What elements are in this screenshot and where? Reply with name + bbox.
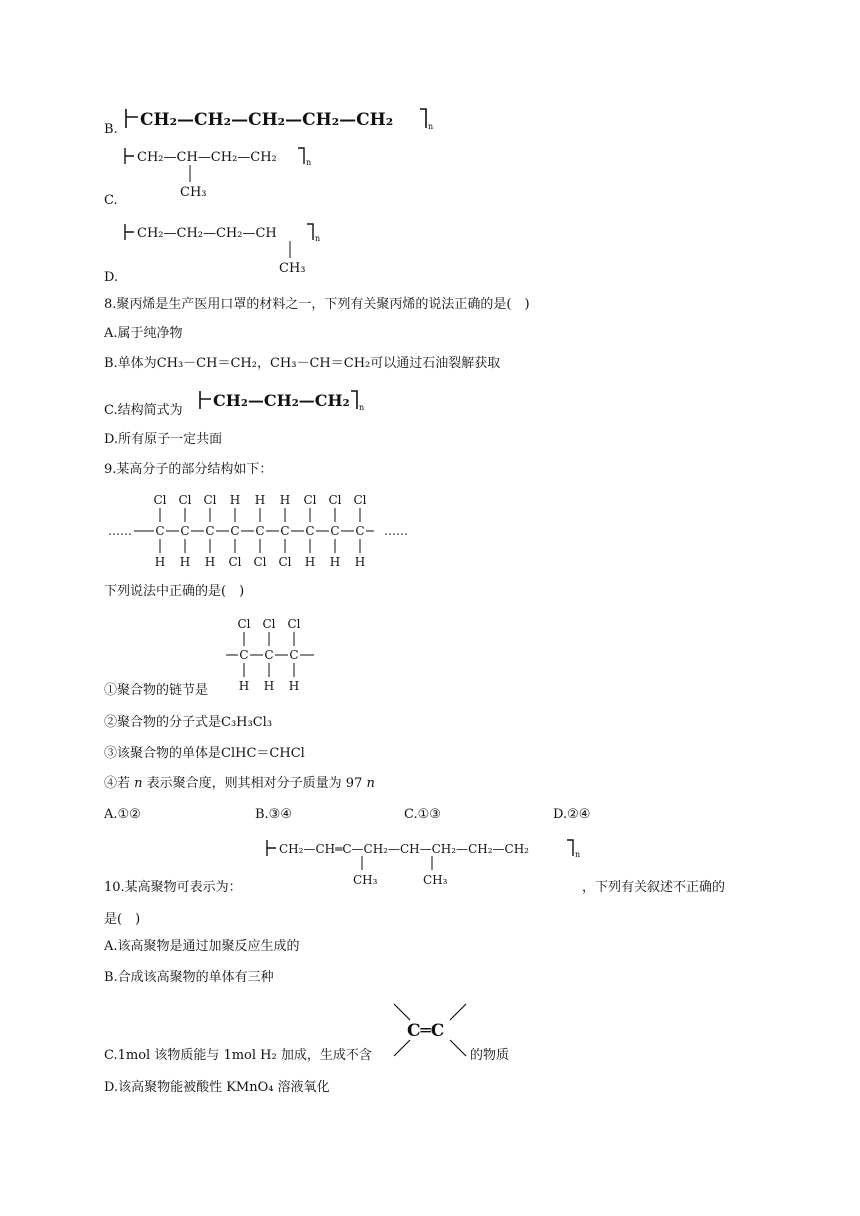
q9-statement-1: ①聚合物的链节是 <box>104 683 209 698</box>
q10-stem-end: ，下列有关叙述不正确的 <box>582 880 726 895</box>
q9-unit-bottom-atom: H <box>238 679 250 693</box>
q7-c-branch: CH₃ <box>180 185 207 200</box>
q8-b-formula-1: CH₃－CH＝CH₂ <box>156 356 257 371</box>
q9-chain-carbon: C <box>255 524 265 538</box>
q9-chain-bottom-atom: H <box>304 555 316 569</box>
q9-chain-top-atom: H <box>229 493 241 507</box>
q9-polymer-structure <box>104 490 424 572</box>
q9-chain-carbon: C <box>280 524 290 538</box>
q9-option-b: B.③④ <box>255 807 292 822</box>
q10-stem-start: 10.某高聚物可表示为： <box>104 880 242 895</box>
q8-stem: 8.聚丙烯是生产医用口罩的材料之一，下列有关聚丙烯的说法正确的是( ) <box>104 297 530 312</box>
q9-question: 下列说法中正确的是( ) <box>104 584 245 599</box>
q7-b-chain: CH₂—CH₂—CH₂—CH₂—CH₂ <box>140 110 394 130</box>
svg-text:……: …… <box>108 524 132 538</box>
q9-chain-bottom-atom: H <box>354 555 366 569</box>
q9-statement-4: ④若 n 表示聚合度，则其相对分子质量为 97 n <box>104 776 375 791</box>
q9-s2-formula: C₃H₃Cl₃ <box>221 715 273 730</box>
q9-chain-top-atom: H <box>279 493 291 507</box>
q8-option-c-formula <box>194 388 374 416</box>
q10-stem-continued: 是( ) <box>104 912 141 927</box>
q9-chain-bottom-atom: H <box>204 555 216 569</box>
q10-option-c-text: C.1mol 该物质能与 1mol H₂ 加成，生成不含 <box>104 1048 372 1063</box>
q9-unit-top-atom: Cl <box>262 617 276 631</box>
q9-chain-carbon: C <box>205 524 215 538</box>
q9-option-d: D.②④ <box>553 807 591 822</box>
q7-option-b-formula <box>120 106 440 136</box>
q10-cc-label: C═C <box>407 1021 445 1041</box>
q10-branch-2: CH₃ <box>423 873 448 887</box>
q9-chain-top-atom: Cl <box>203 493 217 507</box>
q7-c-chain: CH₂—CH—CH₂—CH₂ <box>137 150 277 165</box>
q9-chain-bottom-atom: H <box>154 555 166 569</box>
q9-unit-bottom-atom: H <box>263 679 275 693</box>
q8-option-b: B.单体为CH₃－CH＝CH₂，CH₃－CH＝CH₂可以通过石油裂解获取 <box>104 356 501 371</box>
q8-option-d: D.所有原子一定共面 <box>104 432 223 447</box>
q9-chain-top-atom: Cl <box>328 493 342 507</box>
q9-chain-carbon: C <box>355 524 365 538</box>
q9-s3-formula: ClHC＝CHCl <box>221 746 305 761</box>
svg-text:n: n <box>315 234 321 243</box>
q9-statement-2: ②聚合物的分子式是C₃H₃Cl₃ <box>104 715 273 730</box>
q10-option-b: B.合成该高聚物的单体有三种 <box>104 970 274 985</box>
q9-chain-bottom-atom: Cl <box>278 555 292 569</box>
q10-option-d: D.该高聚物能被酸性 KMnO₄ 溶液氧化 <box>104 1080 330 1095</box>
q7-option-b-label: B. <box>104 122 118 137</box>
svg-text:……: …… <box>384 524 408 538</box>
q9-unit-carbon: C <box>264 648 274 662</box>
q7-d-branch: CH₃ <box>279 261 306 276</box>
q10-option-a: A.该高聚物是通过加聚反应生成的 <box>104 939 300 954</box>
svg-text:n: n <box>575 850 581 859</box>
q9-chain-carbon: C <box>180 524 190 538</box>
svg-text:n: n <box>428 122 434 131</box>
q9-chain-carbon: C <box>230 524 240 538</box>
q10-chain: CH₂—CH═C—CH₂—CH—CH₂—CH₂—CH₂ <box>279 842 529 856</box>
q7-option-c-formula <box>120 146 340 202</box>
q8-b-formula-2: CH₃－CH＝CH₂ <box>269 356 371 371</box>
q9-repeat-unit-structure <box>224 614 324 692</box>
q9-option-a: A.①② <box>104 807 141 822</box>
q9-unit-bottom-atom: H <box>288 679 300 693</box>
q8-c-chain: CH₂—CH₂—CH₂ <box>213 391 350 410</box>
q9-chain-bottom-atom: Cl <box>253 555 267 569</box>
q7-option-d-label: D. <box>104 270 119 285</box>
q9-stem: 9.某高分子的部分结构如下： <box>104 462 273 477</box>
q9-chain-bottom-atom: H <box>329 555 341 569</box>
q9-chain-bottom-atom: H <box>179 555 191 569</box>
q7-d-chain: CH₂—CH₂—CH₂—CH <box>137 226 277 241</box>
q7-option-c-label: C. <box>104 193 118 208</box>
q9-chain-carbon: C <box>330 524 340 538</box>
q8-option-a: A.属于纯净物 <box>104 326 183 341</box>
q7-option-d-formula <box>120 222 340 278</box>
q9-chain-top-atom: Cl <box>353 493 367 507</box>
svg-text:n: n <box>359 403 365 412</box>
q9-option-c: C.①③ <box>404 807 441 822</box>
q10-option-c-tail: 的物质 <box>470 1048 510 1063</box>
q10-branch-1: CH₃ <box>353 873 378 887</box>
svg-text:n: n <box>306 158 312 167</box>
q10-cc-double-bond-diagram <box>392 1002 468 1060</box>
q9-unit-carbon: C <box>289 648 299 662</box>
q9-chain-carbon: C <box>305 524 315 538</box>
q9-unit-top-atom: Cl <box>287 617 301 631</box>
q9-chain-top-atom: Cl <box>303 493 317 507</box>
q9-chain-top-atom: Cl <box>178 493 192 507</box>
q8-option-c-text: C.结构简式为 <box>104 403 183 418</box>
q9-chain-carbon: C <box>155 524 165 538</box>
q9-unit-top-atom: Cl <box>237 617 251 631</box>
q9-chain-top-atom: Cl <box>153 493 167 507</box>
q9-unit-carbon: C <box>239 648 249 662</box>
q9-chain-top-atom: H <box>254 493 266 507</box>
q9-chain-bottom-atom: Cl <box>228 555 242 569</box>
q9-statement-3: ③该聚合物的单体是ClHC＝CHCl <box>104 746 305 761</box>
q10-polymer-formula <box>262 838 592 890</box>
